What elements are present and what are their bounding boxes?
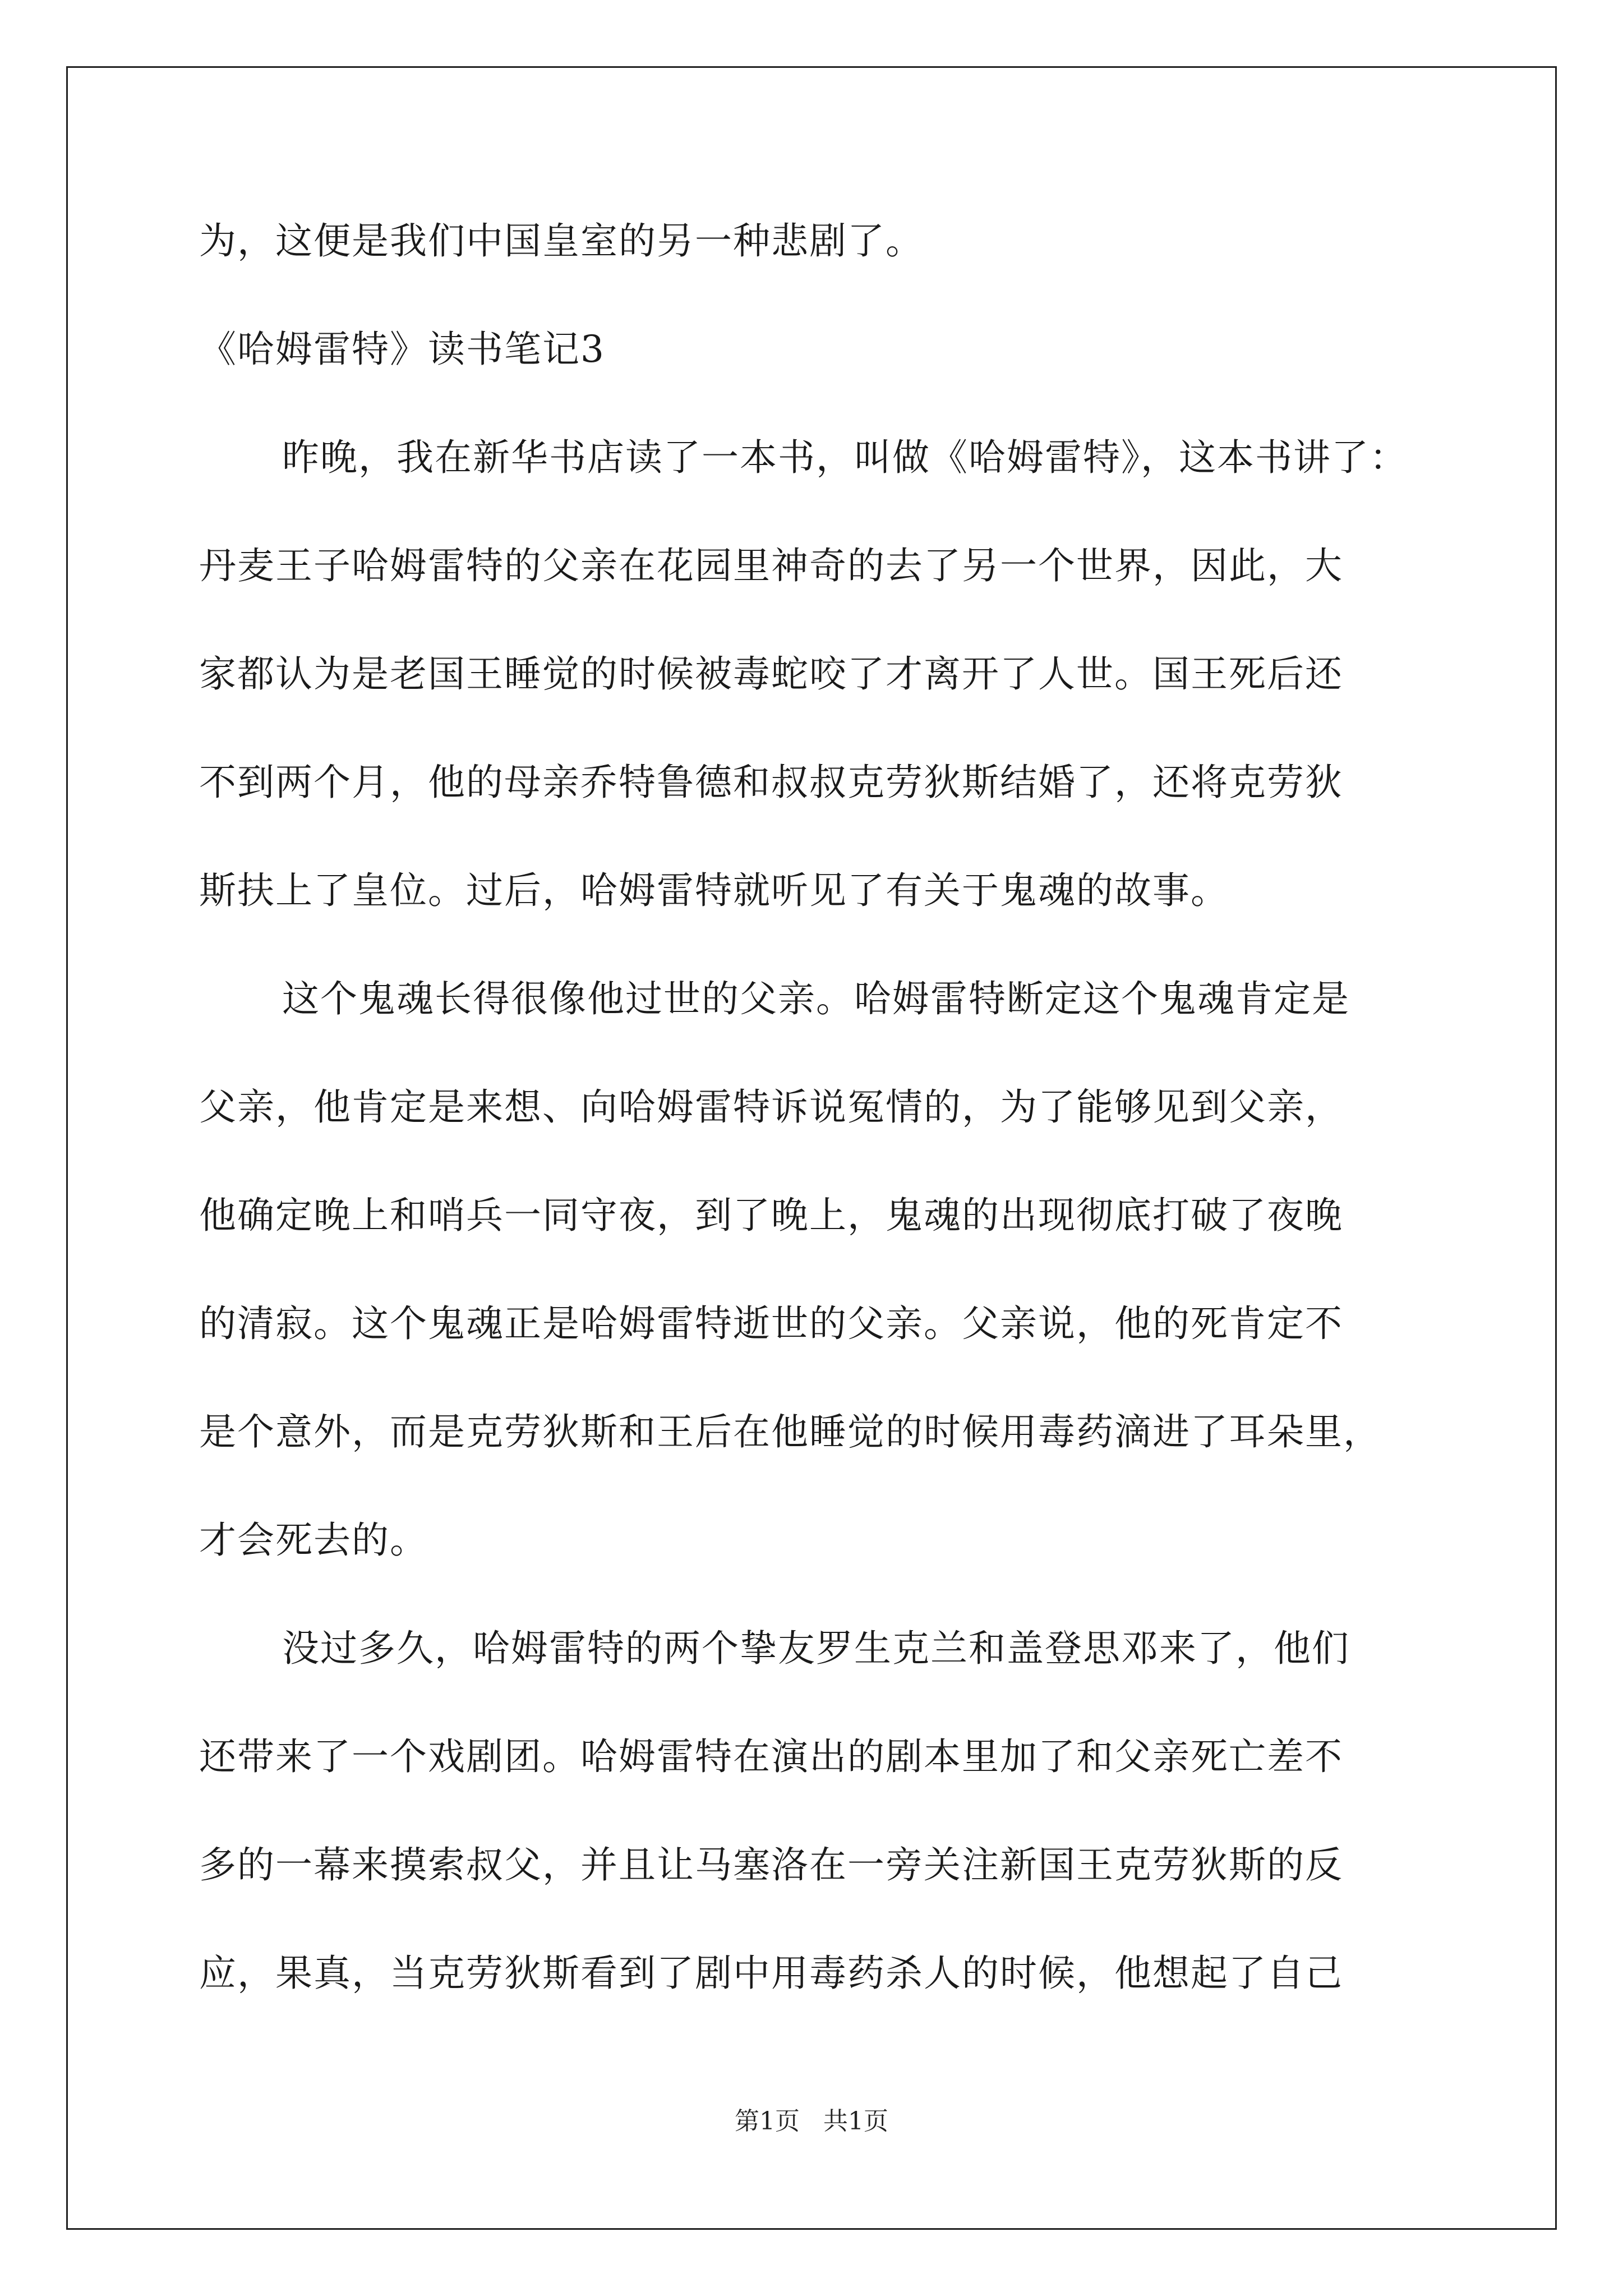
paragraph-line: 没过多久，哈姆雷特的两个挚友罗生克兰和盖登思邓来了，他们 xyxy=(282,1627,1350,1670)
paragraph-line: 是个意外，而是克劳狄斯和王后在他睡觉的时候用毒药滴进了耳朵里， xyxy=(199,1410,1381,1453)
paragraph-3 xyxy=(199,1621,1433,2001)
paragraph-line: 斯扶上了皇位。过后，哈姆雷特就听见了有关于鬼魂的故事。 xyxy=(199,869,1229,912)
document-body xyxy=(199,213,1433,2054)
paragraph-2 xyxy=(199,971,1433,1568)
paragraph-1 xyxy=(199,430,1433,919)
paragraph-line: 还带来了一个戏剧团。哈姆雷特在演出的剧本里加了和父亲死亡差不 xyxy=(199,1735,1343,1778)
paragraph-line: 家都认为是老国王睡觉的时候被毒蛇咬了才离开了人世。国王死后还 xyxy=(199,652,1343,696)
paragraph-line: 他确定晚上和哨兵一同守夜，到了晚上，鬼魂的出现彻底打破了夜晚 xyxy=(199,1194,1343,1237)
page-footer xyxy=(0,2105,1623,2138)
paragraph-line: 丹麦王子哈姆雷特的父亲在花园里神奇的去了另一个世界，因此，大 xyxy=(199,544,1343,587)
paragraph-line: 父亲，他肯定是来想、向哈姆雷特诉说冤情的，为了能够见到父亲， xyxy=(199,1085,1343,1129)
paragraph-line: 昨晚，我在新华书店读了一本书，叫做《哈姆雷特》，这本书讲了： xyxy=(282,436,1408,479)
page-total: 共1页 xyxy=(823,2107,888,2136)
paragraph-line: 的清寂。这个鬼魂正是哈姆雷特逝世的父亲。父亲说，他的死肯定不 xyxy=(199,1302,1343,1345)
continuation-line: 为，这便是我们中国皇室的另一种悲剧了。 xyxy=(199,219,924,263)
paragraph-line: 多的一幕来摸索叔父，并且让马塞洛在一旁关注新国王克劳狄斯的反 xyxy=(199,1843,1343,1887)
page-number: 第1页 xyxy=(735,2107,800,2136)
paragraph-line: 不到两个月，他的母亲乔特鲁德和叔叔克劳狄斯结婚了，还将克劳狄 xyxy=(199,761,1343,804)
section-heading: 《哈姆雷特》读书笔记3 xyxy=(199,328,605,371)
paragraph-line: 才会死去的。 xyxy=(199,1519,428,1562)
paragraph-line: 这个鬼魂长得很像他过世的父亲。哈姆雷特断定这个鬼魂肯定是 xyxy=(282,977,1350,1020)
paragraph-line: 应，果真，当克劳狄斯看到了剧中用毒药杀人的时候，他想起了自己 xyxy=(199,1952,1343,1995)
